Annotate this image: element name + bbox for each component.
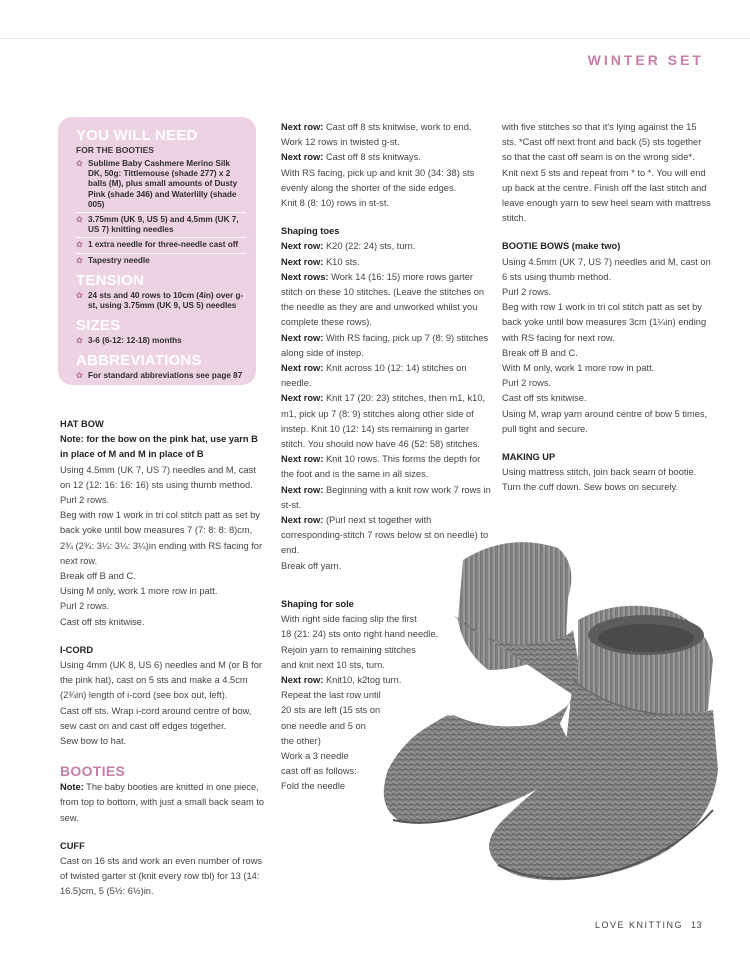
flower-bullet-icon: ✿ [76, 336, 83, 346]
sole-line: cast off as follows: [281, 766, 357, 777]
instruction-line: Next row: Cast off 8 sts knitways. [281, 152, 421, 163]
sole-line: Fold the needle [281, 781, 346, 792]
flower-bullet-icon: ✿ [76, 255, 83, 265]
list-item: ✿ For standard abbreviations see page 87 [76, 371, 243, 381]
tension-list [76, 289, 246, 313]
list-item: ✿ Tapestry needle [76, 255, 150, 265]
sole-line: one needle and 5 on [281, 720, 366, 731]
sole-line: Next row: Knit10, k2tog turn. [281, 675, 402, 686]
sole-line: the other) [281, 735, 321, 746]
you-will-need-heading: YOU WILL NEED [76, 127, 198, 144]
instruction-line: Next row: Knit 17 (20: 23) stitches, then m1, k10, m1, pick up 7 (8: 9) stitches along other side of instep. Knit 10 (12: 14) sts remaining in garter stitch. You should now have 46 (52: 58) stitches. [281, 393, 486, 450]
list-item: ✿ 24 sts and 40 rows to 10cm (4in) over g-st, using 3.75mm (UK 9, US 5) needles [76, 290, 244, 311]
instruction-line: Work 12 rows in twisted g-st. [281, 137, 400, 148]
icord-line: Cast off sts. Wrap i-cord around centre of bow, sew cast on and cast off edges together. [60, 705, 252, 731]
sole-line: Repeat the last row until [281, 690, 381, 701]
materials-list [76, 157, 246, 268]
abbreviations-heading: ABBREVIATIONS [76, 352, 202, 370]
instruction-line: Next row: (Purl next st together with corresponding-stitch 7 rows below st on needle) to end. [281, 515, 489, 556]
instruction-line: Next row: Knit 10 rows. This forms the depth for the foot and is the same in all sizes. [281, 454, 481, 480]
bows-line: With M only, work 1 more row in patt. [502, 363, 655, 374]
icord-line: Sew bow to hat. [60, 736, 127, 747]
bows-line: Beg with row 1 work in tri col stitch patt as set by back yoke until bow measures 3cm (1¼in) ending with RS facing for next row. [502, 302, 707, 343]
column-right [502, 120, 712, 496]
cuff-text: Cast on 16 sts and work an even number of rows of twisted garter st (knit every row tbl) for 13 (14: 16.5)cm, 5 (5½: 6½)in. [60, 856, 263, 897]
bootie-bows-heading: BOOTIE BOWS (make two) [502, 241, 621, 252]
list-item: ✿ 1 extra needle for three-needle cast off [76, 238, 246, 253]
sizes-heading: SIZES [76, 317, 121, 335]
section-title: WINTER SET [587, 52, 704, 68]
hat-bow-line: Cast off sts knitwise. [60, 616, 145, 627]
list-item: ✿ 3-6 (6-12: 12-18) months [76, 336, 182, 346]
instruction-line: With RS facing, pick up and knit 30 (34: 38) sts evenly along the shorter of the side edges. [281, 167, 475, 193]
bows-line: Using 4.5mm (UK 7, US 7) needles and M, cast on 6 sts using thumb method. [502, 256, 711, 282]
hat-bow-line: Purl 2 rows. [60, 495, 110, 506]
icord-line: Using 4mm (UK 8, US 6) needles and M (or B for the pink hat), cast on 5 sts and make a 4.5cm (2¾in) length of i-cord (see box out, left). [60, 660, 263, 701]
sole-line: With right side facing slip the first [281, 614, 417, 625]
column-left [60, 417, 265, 900]
flower-bullet-icon: ✿ [76, 159, 83, 168]
hat-bow-note: Note: for the bow on the pink hat, use yarn B in place of M and M in place of B [60, 434, 258, 460]
instruction-line: Next row: K20 (22: 24) sts, turn. [281, 241, 416, 252]
bows-line: Purl 2 rows. [502, 287, 552, 298]
sole-line: and knit next 10 sts, turn. [281, 659, 385, 670]
abbreviations-list [76, 369, 246, 383]
for-the-booties-subheading: FOR THE BOOTIES [76, 145, 154, 155]
sole-line: 18 (21: 24) sts onto right hand needle. [281, 629, 439, 640]
bows-line: Using M, wrap yarn around centre of bow 5 times, pull tight and secure. [502, 408, 708, 434]
continued-text: with five stitches so that it's lying against the 15 sts. *Cast off next front and back (5) sts together so that the cast off seam is on the wrong side*. Knit next 5 sts and repeat from * to *. You will end up back at the centre. Finish off the last stitch and leave enough yarn to sew heel seam with mattress stitch. [502, 122, 711, 224]
page-number: 13 [690, 920, 702, 930]
instruction-line: Next row: Cast off 8 sts knitwise, work to end. [281, 122, 472, 132]
bows-line: Cast off sts knitwise. [502, 393, 587, 404]
flower-bullet-icon: ✿ [76, 240, 83, 250]
flower-bullet-icon: ✿ [76, 290, 83, 300]
magazine-name: LOVE KNITTING [594, 920, 683, 930]
shaping-toes-heading: Shaping toes [281, 226, 340, 237]
instruction-line: Next row: With RS facing, pick up 7 (8: 9) stitches along side of instep. [281, 332, 489, 358]
instruction-line: Break off yarn. [281, 560, 342, 571]
hat-bow-line: Using M only, work 1 more row in patt. [60, 586, 218, 597]
instruction-line: Knit 8 (8: 10) rows in st-st. [281, 198, 389, 209]
tension-heading: TENSION [76, 271, 145, 289]
sizes-list [76, 334, 246, 348]
you-will-need-box [58, 117, 256, 385]
flower-bullet-icon: ✿ [76, 371, 83, 381]
hat-bow-line: Beg with row 1 work in tri col stitch patt as set by back yoke until bow measures 7 (7: 8: 8: 8)cm, 2¾ (2¾: 3¼: 3¼: 3¼)in ending with RS facing for next row. [60, 510, 263, 566]
sole-line: 20 sts are left (15 sts on [281, 705, 381, 716]
hat-bow-heading: HAT BOW [60, 419, 104, 429]
cuff-heading: CUFF [60, 840, 85, 851]
knitted-booties-photo [368, 520, 750, 900]
instruction-line: Next rows: Work 14 (16: 15) more rows garter stitch on these 10 stitches. (Leave the stitches on the needle as they are and unworked whilst you complete these rows). [281, 271, 485, 328]
sole-line: Rejoin yarn to remaining stitches [281, 644, 416, 655]
instruction-line: Next row: Beginning with a knit row work 7 rows in st-st. [281, 484, 491, 510]
booties-heading: BOOTIES [60, 763, 126, 780]
hat-bow-line: Using 4.5mm (UK 7, US 7) needles and M, cast on 12 (12: 16: 16: 16) sts using thumb method. [60, 464, 256, 490]
instruction-line: Next row: K10 sts. [281, 256, 360, 267]
page-footer [595, 920, 702, 930]
column-middle [281, 120, 491, 574]
sole-line: Work a 3 needle [281, 751, 349, 762]
making-up-heading: MAKING UP [502, 452, 556, 463]
instruction-line: Next row: Knit across 10 (12: 14) stitches on needle. [281, 363, 467, 389]
bows-line: Break off B and C. [502, 347, 578, 358]
flower-bullet-icon: ✿ [76, 215, 83, 225]
hat-bow-line: Break off B and C. [60, 571, 136, 582]
header-rule [0, 38, 750, 39]
icord-heading: I-CORD [60, 644, 94, 655]
hat-bow-line: Purl 2 rows. [60, 601, 110, 612]
list-item: ✿ 3.75mm (UK 9, US 5) and 4.5mm (UK 7, US 7) knitting needles [76, 213, 246, 238]
list-item: ✿ Sublime Baby Cashmere Merino Silk DK, 50g: Tittlemouse (shade 277) x 2 balls (M), plus small amounts of Dusty Pink (shade 346) and Waterlilly (shade 005) [76, 157, 246, 213]
bows-line: Purl 2 rows. [502, 378, 552, 389]
booties-note: Note: The baby booties are knitted in one piece, from top to bottom, with just a small back seam to sew. [60, 782, 265, 823]
shaping-sole-heading: Shaping for sole [281, 599, 354, 609]
making-up-text: Using mattress stitch, join back seam of bootie. Turn the cuff down. Sew bows on securely. [502, 467, 697, 493]
